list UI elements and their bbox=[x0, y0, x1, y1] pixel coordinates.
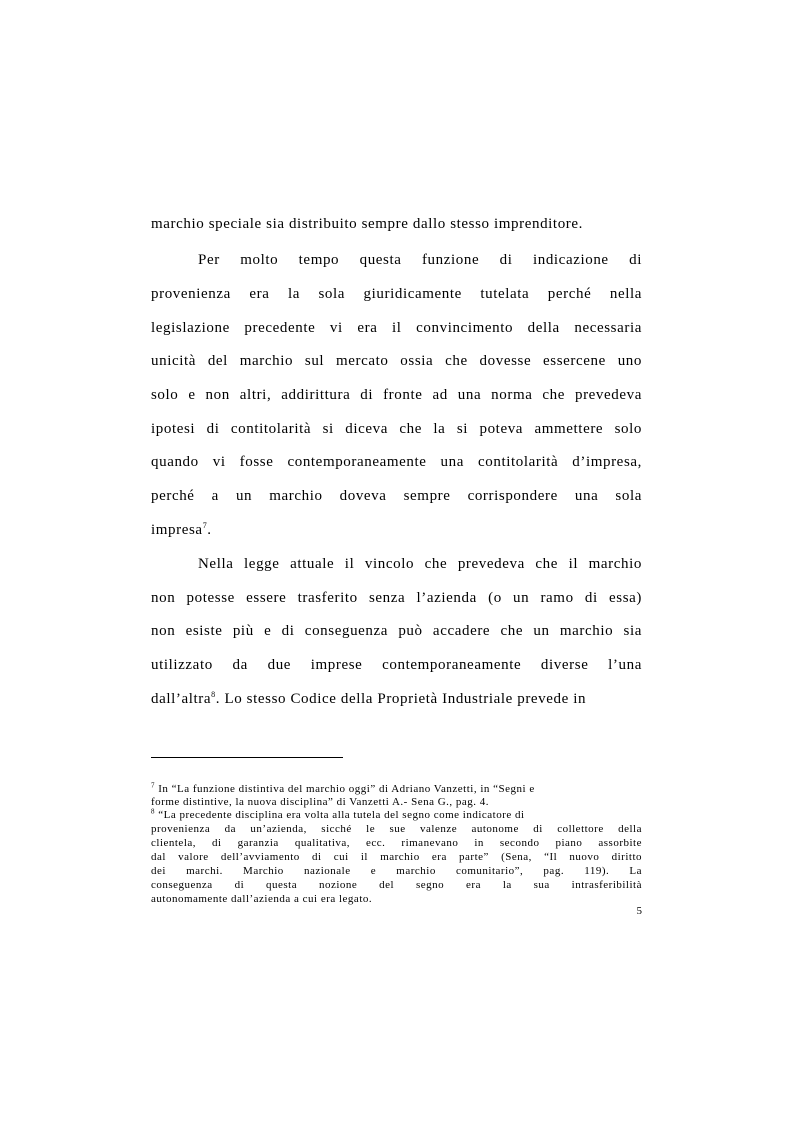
page-number: 5 bbox=[636, 905, 642, 917]
body-line: Nella legge attuale il vincolo che prevedeva che il marchio bbox=[198, 556, 642, 572]
footnote-ref-8[interactable]: 8 bbox=[211, 690, 216, 699]
footnote-line: autonomamente dall’azienda a cui era legato. bbox=[151, 893, 373, 905]
footnote-ref-7[interactable]: 7 bbox=[202, 521, 208, 530]
body-line: non esiste più e di conseguenza può accadere che un marchio sia bbox=[151, 623, 642, 639]
body-line: marchio speciale sia distribuito sempre dallo stesso imprenditore. bbox=[151, 216, 584, 232]
body-line: utilizzato da due imprese contemporaneamente diverse l’una bbox=[151, 657, 642, 673]
body-line: provenienza era la sola giuridicamente tutelata perché nella bbox=[151, 286, 642, 302]
body-line: unicità del marchio sul mercato ossia che dovesse essercene uno bbox=[151, 353, 642, 369]
footnote-line bbox=[151, 783, 642, 796]
footnote-line: conseguenza di questa nozione del segno era la sua intrasferibilità bbox=[151, 879, 642, 891]
body-line bbox=[151, 520, 642, 540]
body-line: ipotesi di contitolarità si diceva che la si poteva ammettere solo bbox=[151, 421, 642, 437]
footnote-line: clientela, di garanzia qualitativa, ecc. rimanevano in secondo piano assorbite bbox=[151, 837, 642, 849]
body-line: legislazione precedente vi era il convincimento della necessaria bbox=[151, 320, 642, 336]
body-line: Per molto tempo questa funzione di indicazione di bbox=[198, 252, 642, 268]
footnote-text: “La precedente disciplina era volta alla tutela del segno come indicatore di bbox=[155, 809, 525, 821]
footnote-mark-8: 8 bbox=[151, 807, 155, 816]
body-text: . Lo stesso Codice della Proprietà Industriale prevede in bbox=[215, 691, 587, 707]
body-line bbox=[151, 689, 642, 709]
body-text: . bbox=[207, 522, 212, 538]
footnote-line bbox=[151, 809, 642, 822]
footnote-mark-7: 7 bbox=[151, 781, 155, 790]
body-line: solo e non altri, addirittura di fronte ad una norma che prevedeva bbox=[151, 387, 642, 403]
footnote-separator bbox=[151, 757, 343, 758]
footnote-line: dal valore dell’avviamento di cui il marchio era parte” (Sena, “Il nuovo diritto bbox=[151, 851, 642, 863]
body-text: dall’altra bbox=[151, 691, 212, 707]
footnote-line: dei marchi. Marchio nazionale e marchio comunitario”, pag. 119). La bbox=[151, 865, 642, 877]
body-text: impresa bbox=[151, 522, 203, 538]
footnote-line: provenienza da un’azienda, sicché le sue valenze autonome di collettore della bbox=[151, 823, 642, 835]
body-line: quando vi fosse contemporaneamente una contitolarità d’impresa, bbox=[151, 454, 642, 470]
body-line: perché a un marchio doveva sempre corrispondere una sola bbox=[151, 488, 642, 504]
footnote-line: forme distintive, la nuova disciplina” di Vanzetti A.- Sena G., pag. 4. bbox=[151, 796, 490, 808]
footnote-text: In “La funzione distintiva del marchio oggi” di Adriano Vanzetti, in “Segni e bbox=[155, 783, 535, 795]
body-line: non potesse essere trasferito senza l’azienda (o un ramo di essa) bbox=[151, 590, 642, 606]
